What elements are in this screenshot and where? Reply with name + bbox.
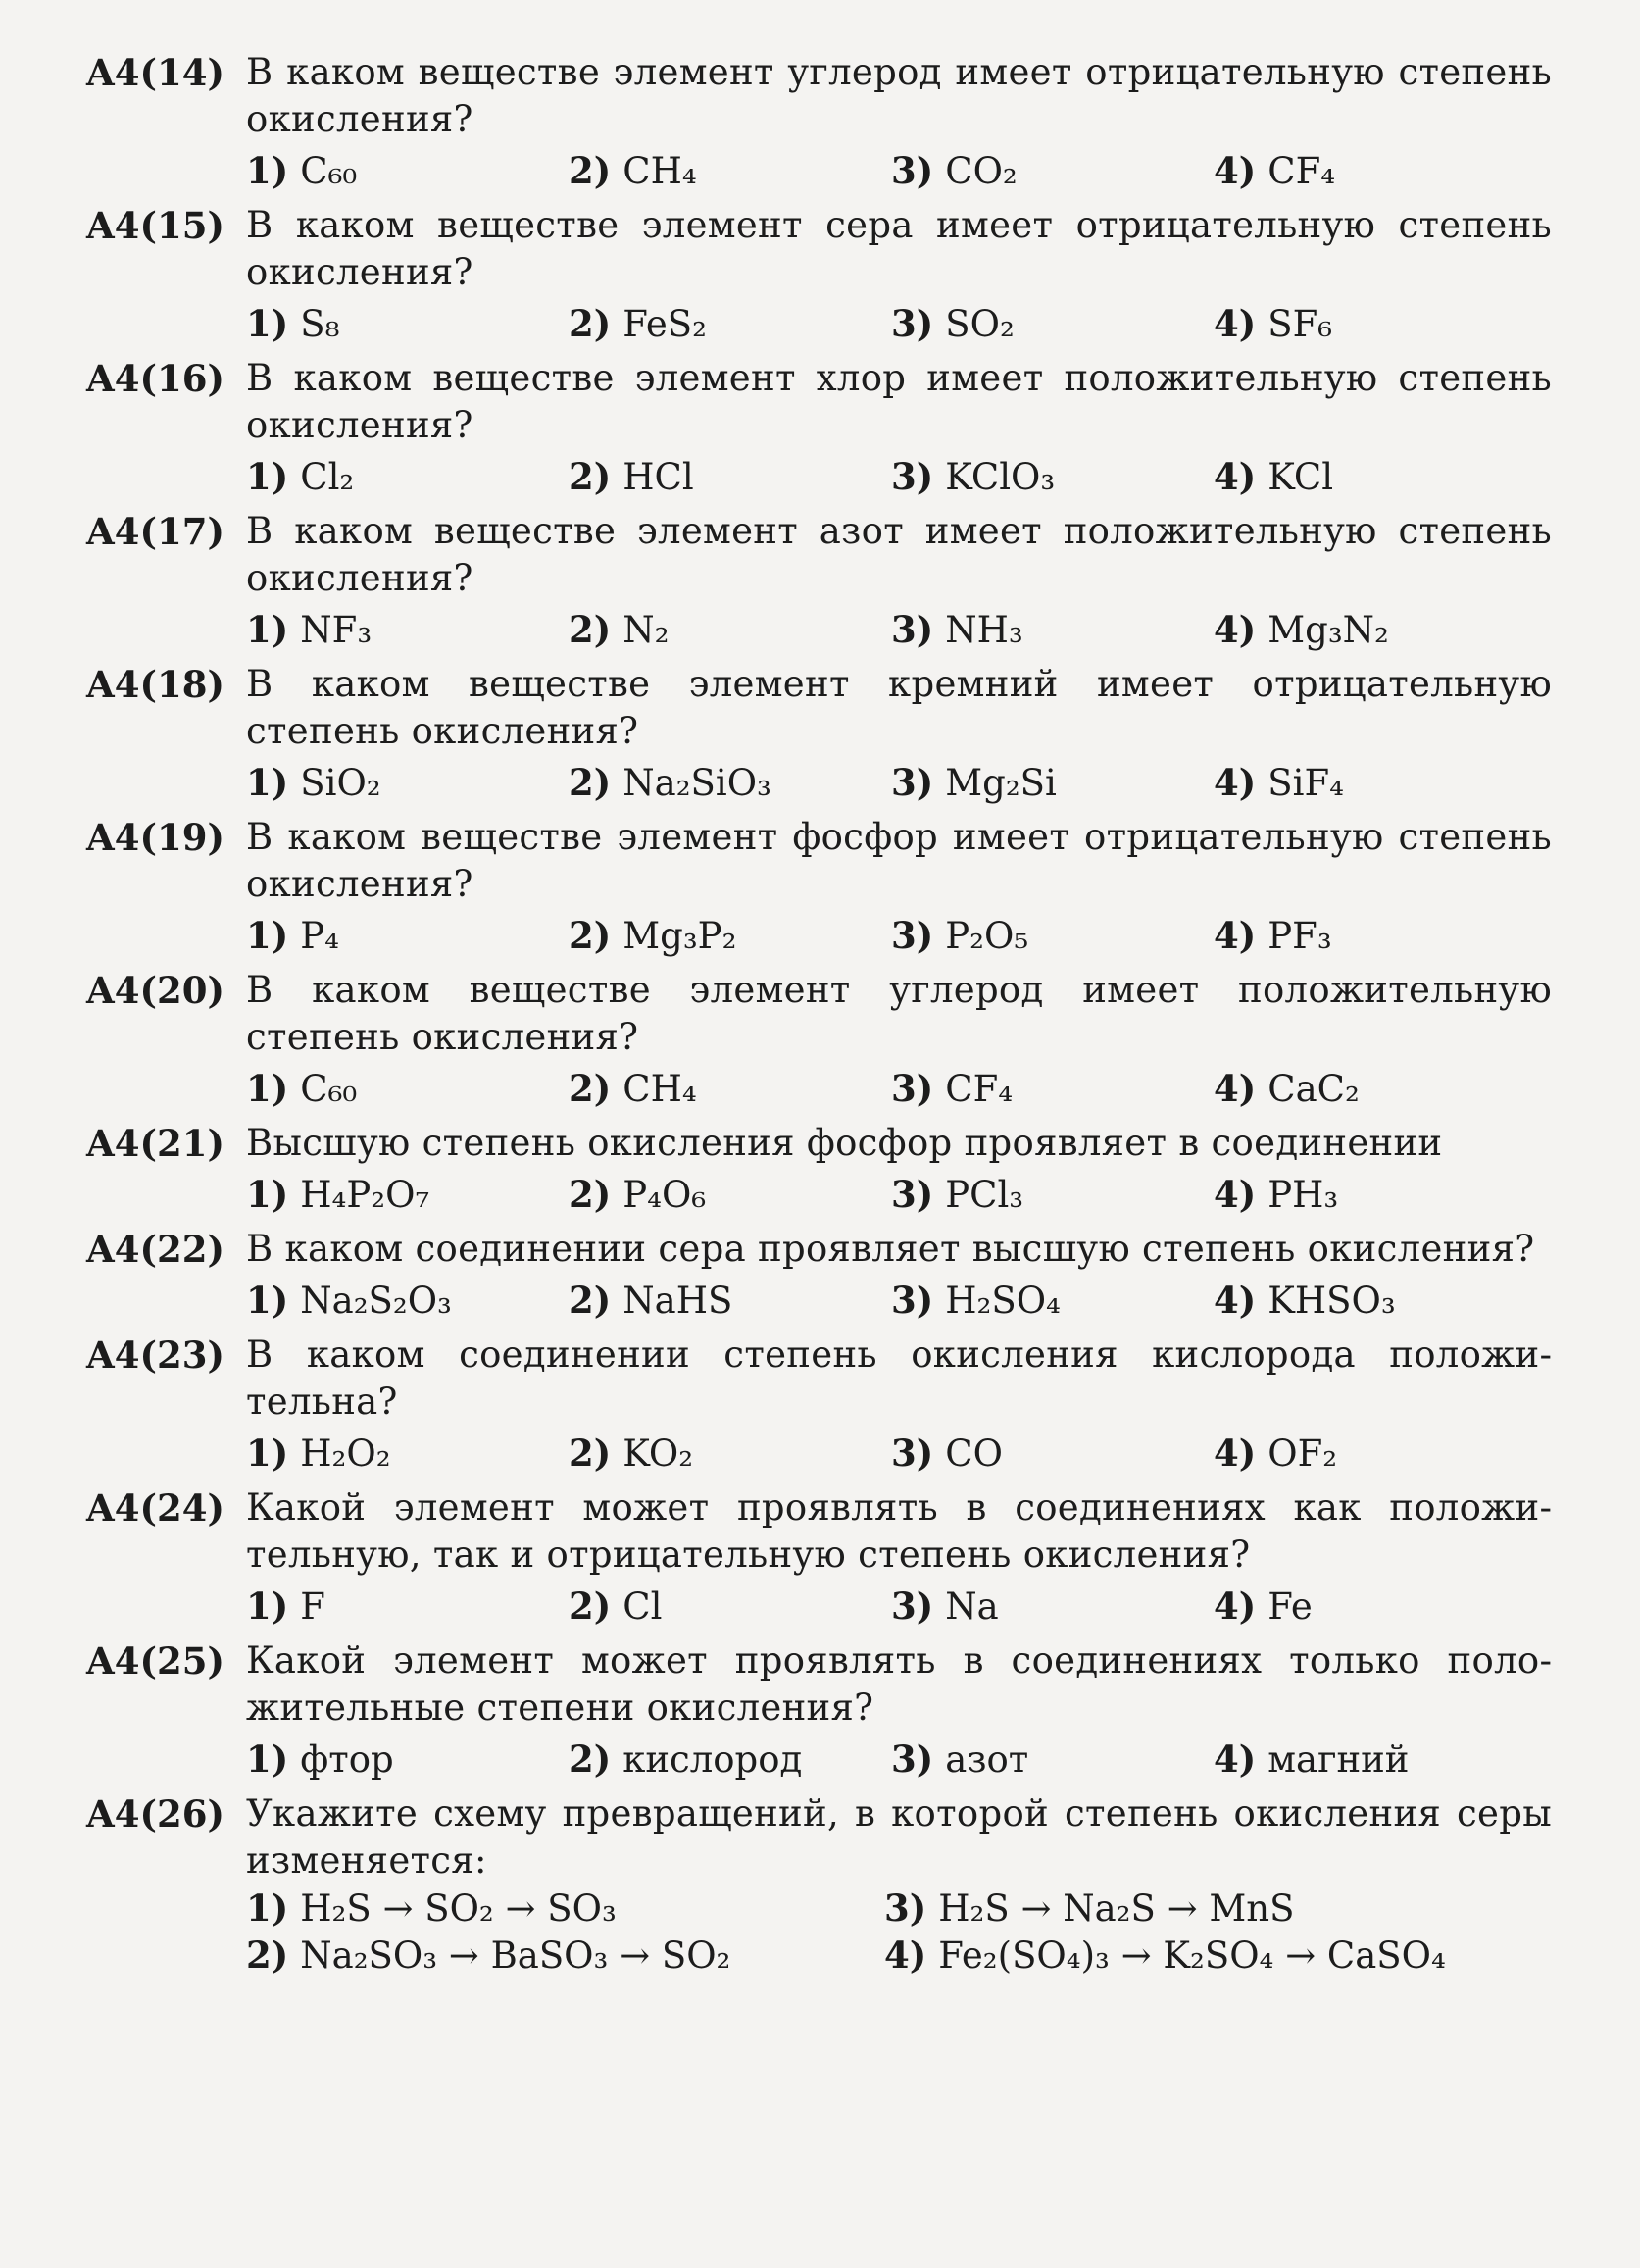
option-text: C₆₀ xyxy=(300,150,358,192)
task-body xyxy=(246,967,1552,1116)
option-number: 4) xyxy=(1214,1067,1257,1110)
answer-options xyxy=(246,755,1552,810)
answer-option-1 xyxy=(246,602,569,658)
answer-options xyxy=(246,908,1552,963)
task-number: A4(18) xyxy=(86,663,224,706)
answer-options xyxy=(246,1273,1552,1328)
task-a4-23 xyxy=(86,1332,1552,1481)
answer-option-3 xyxy=(891,1273,1214,1329)
answer-option-2 xyxy=(569,1061,891,1117)
option-number: 2) xyxy=(569,608,612,651)
answer-options xyxy=(246,1061,1552,1116)
option-text: H₄P₂O₇ xyxy=(300,1174,430,1216)
option-text: CH₄ xyxy=(622,150,697,192)
option-text: SF₆ xyxy=(1267,303,1333,345)
task-body xyxy=(246,202,1552,351)
answer-options xyxy=(246,1732,1552,1787)
answer-option-4 xyxy=(1214,1732,1536,1788)
option-number: 3) xyxy=(884,1887,927,1930)
answer-option-2 xyxy=(569,449,891,505)
task-number: A4(19) xyxy=(86,816,224,859)
answer-option-2 xyxy=(569,602,891,658)
option-text: KCl xyxy=(1267,456,1334,498)
task-body xyxy=(246,1120,1552,1222)
answer-option-1 xyxy=(246,1732,569,1788)
task-body xyxy=(246,49,1552,198)
answer-option-1 xyxy=(246,296,569,352)
option-number: 1) xyxy=(246,149,289,192)
task-number: A4(20) xyxy=(86,969,224,1012)
option-number: 1) xyxy=(246,761,289,804)
answer-options xyxy=(246,1426,1552,1481)
option-text: H₂SO₄ xyxy=(945,1280,1061,1322)
answer-option-3 xyxy=(891,449,1214,505)
answer-option-2 xyxy=(569,296,891,352)
task-body xyxy=(246,1638,1552,1787)
task-number: A4(15) xyxy=(86,204,224,247)
option-text: H₂S → SO₂ → SO₃ xyxy=(300,1888,617,1930)
question-text: В каком веществе элемент сера имеет отрицательную степень окисления? xyxy=(246,204,1552,293)
task-body xyxy=(246,355,1552,504)
answer-option-4 xyxy=(1214,449,1536,505)
option-number: 1) xyxy=(246,608,289,651)
option-text: NH₃ xyxy=(945,609,1023,651)
answer-option-1 xyxy=(246,1061,569,1117)
task-body xyxy=(246,814,1552,963)
answer-option-4 xyxy=(1214,755,1536,811)
question-text: В каком веществе элемент фосфор имеет отрицательную степень окисления? xyxy=(246,816,1552,905)
task-number: A4(24) xyxy=(86,1487,224,1530)
option-number: 4) xyxy=(1214,149,1257,192)
option-number: 1) xyxy=(246,914,289,957)
answer-option-3 xyxy=(891,1167,1214,1223)
answer-options xyxy=(246,1167,1552,1222)
option-number: 4) xyxy=(1214,1738,1257,1781)
option-number: 2) xyxy=(569,914,612,957)
answer-options xyxy=(246,143,1552,198)
answer-option-2 xyxy=(569,143,891,199)
option-text: Na₂SiO₃ xyxy=(622,762,771,804)
question-text: Какой элемент может проявлять в соединениях только положительные степени окисления? xyxy=(246,1639,1552,1729)
answer-option-2 xyxy=(569,1579,891,1635)
task-body xyxy=(246,1226,1552,1328)
task-body xyxy=(246,508,1552,657)
option-text: азот xyxy=(945,1739,1029,1781)
option-number: 3) xyxy=(891,455,934,498)
answer-option-1 xyxy=(246,1579,569,1635)
answer-option-4 xyxy=(1214,1579,1536,1635)
answer-option-4 xyxy=(1214,1167,1536,1223)
question-text: Высшую степень окисления фосфор проявляет в соединении xyxy=(246,1122,1443,1164)
option-number: 2) xyxy=(569,1067,612,1110)
option-text: Na₂SO₃ → BaSO₃ → SO₂ xyxy=(300,1935,731,1977)
task-body xyxy=(246,1790,1552,1979)
answer-option-1 xyxy=(246,755,569,811)
option-number: 2) xyxy=(569,302,612,345)
option-text: фтор xyxy=(300,1739,394,1781)
task-a4-17 xyxy=(86,508,1552,657)
question-text: В каком веществе элемент углерод имеет отрицательную степень окисления? xyxy=(246,51,1552,140)
question-text: В каком соединении сера проявляет высшую степень окисления? xyxy=(246,1228,1535,1270)
option-number: 2) xyxy=(569,1738,612,1781)
option-text: Mg₂Si xyxy=(945,762,1057,804)
option-number: 3) xyxy=(891,1585,934,1628)
option-number: 3) xyxy=(891,1279,934,1322)
task-a4-15 xyxy=(86,202,1552,351)
option-number: 3) xyxy=(891,761,934,804)
answer-option-2 xyxy=(569,1167,891,1223)
answer-option-3 xyxy=(891,1732,1214,1788)
option-number: 2) xyxy=(569,1279,612,1322)
option-number: 4) xyxy=(1214,1173,1257,1216)
option-number: 1) xyxy=(246,1887,289,1930)
option-number: 4) xyxy=(1214,914,1257,957)
task-number: A4(22) xyxy=(86,1228,224,1271)
option-text: CH₄ xyxy=(622,1068,697,1110)
answer-option-3 xyxy=(891,143,1214,199)
answer-option-1 xyxy=(246,908,569,964)
answer-option-1 xyxy=(246,1167,569,1223)
option-number: 4) xyxy=(1214,1279,1257,1322)
option-text: P₄ xyxy=(300,915,339,957)
option-number: 2) xyxy=(569,149,612,192)
option-text: Na xyxy=(945,1586,999,1628)
answer-option-1 xyxy=(246,1426,569,1482)
answer-option-4 xyxy=(1214,908,1536,964)
option-text: C₆₀ xyxy=(300,1068,358,1110)
option-text: PCl₃ xyxy=(945,1174,1024,1216)
option-number: 4) xyxy=(884,1934,927,1977)
answer-options xyxy=(246,1579,1552,1634)
option-text: Cl₂ xyxy=(300,456,355,498)
option-number: 4) xyxy=(1214,1432,1257,1475)
answer-option-3 xyxy=(891,755,1214,811)
option-number: 3) xyxy=(891,1432,934,1475)
answer-option-4 xyxy=(884,1932,1522,1979)
option-text: SiF₄ xyxy=(1267,762,1344,804)
option-text: Mg₃N₂ xyxy=(1267,609,1389,651)
task-number: A4(21) xyxy=(86,1122,224,1165)
option-text: S₈ xyxy=(300,303,340,345)
option-text: PH₃ xyxy=(1267,1174,1339,1216)
answer-option-3 xyxy=(891,602,1214,658)
task-number: A4(25) xyxy=(86,1639,224,1683)
answer-option-3 xyxy=(891,1579,1214,1635)
answer-options xyxy=(246,602,1552,657)
option-text: SiO₂ xyxy=(300,762,381,804)
option-text: P₂O₅ xyxy=(945,915,1029,957)
answer-option-4 xyxy=(1214,602,1536,658)
answer-options xyxy=(246,449,1552,504)
option-number: 1) xyxy=(246,1432,289,1475)
option-number: 4) xyxy=(1214,302,1257,345)
option-text: Mg₃P₂ xyxy=(622,915,737,957)
option-text: SO₂ xyxy=(945,303,1015,345)
question-text: В каком веществе элемент азот имеет положительную степень окисления? xyxy=(246,510,1552,599)
option-number: 3) xyxy=(891,302,934,345)
task-a4-18 xyxy=(86,661,1552,810)
answer-option-2 xyxy=(569,908,891,964)
option-number: 2) xyxy=(569,1585,612,1628)
option-number: 1) xyxy=(246,1067,289,1110)
answer-option-4 xyxy=(1214,296,1536,352)
answer-option-1 xyxy=(246,1273,569,1329)
option-number: 1) xyxy=(246,1279,289,1322)
answer-option-2 xyxy=(569,755,891,811)
answer-option-3 xyxy=(891,1061,1214,1117)
option-text: CF₄ xyxy=(945,1068,1014,1110)
task-number: A4(23) xyxy=(86,1334,224,1377)
option-text: Fe₂(SO₄)₃ → K₂SO₄ → CaSO₄ xyxy=(938,1935,1446,1977)
answer-option-1 xyxy=(246,143,569,199)
answer-option-3 xyxy=(884,1885,1522,1932)
task-a4-26 xyxy=(86,1790,1552,1979)
option-text: PF₃ xyxy=(1267,915,1332,957)
option-number: 3) xyxy=(891,1173,934,1216)
option-text: CO xyxy=(945,1433,1003,1475)
option-text: N₂ xyxy=(622,609,670,651)
option-number: 2) xyxy=(569,1173,612,1216)
task-a4-21 xyxy=(86,1120,1552,1222)
option-number: 2) xyxy=(569,761,612,804)
option-text: KHSO₃ xyxy=(1267,1280,1396,1322)
answer-option-2 xyxy=(569,1426,891,1482)
option-number: 3) xyxy=(891,1067,934,1110)
option-text: CF₄ xyxy=(1267,150,1336,192)
option-text: KClO₃ xyxy=(945,456,1056,498)
question-text: В каком веществе элемент кремний имеет отрицательную степень окисления? xyxy=(246,663,1552,752)
option-number: 1) xyxy=(246,1738,289,1781)
task-a4-16 xyxy=(86,355,1552,504)
option-number: 4) xyxy=(1214,761,1257,804)
task-body xyxy=(246,1332,1552,1481)
option-text: KO₂ xyxy=(622,1433,694,1475)
task-number: A4(14) xyxy=(86,51,224,94)
answer-option-2 xyxy=(569,1273,891,1329)
option-number: 4) xyxy=(1214,455,1257,498)
option-text: HCl xyxy=(622,456,694,498)
option-text: Cl xyxy=(622,1586,663,1628)
task-a4-20 xyxy=(86,967,1552,1116)
answer-option-4 xyxy=(1214,143,1536,199)
answer-option-1 xyxy=(246,1885,884,1932)
task-number: A4(17) xyxy=(86,510,224,553)
option-number: 4) xyxy=(1214,1585,1257,1628)
option-text: Fe xyxy=(1267,1586,1313,1628)
option-text: NF₃ xyxy=(300,609,373,651)
option-number: 2) xyxy=(569,1432,612,1475)
option-number: 1) xyxy=(246,1585,289,1628)
answer-option-1 xyxy=(246,449,569,505)
option-text: H₂O₂ xyxy=(300,1433,391,1475)
task-number: A4(26) xyxy=(86,1792,224,1836)
option-text: H₂S → Na₂S → MnS xyxy=(938,1888,1295,1930)
option-text: F xyxy=(300,1586,325,1628)
option-text: CO₂ xyxy=(945,150,1018,192)
option-number: 1) xyxy=(246,302,289,345)
option-text: Na₂S₂O₃ xyxy=(300,1280,452,1322)
option-text: NaHS xyxy=(622,1280,733,1322)
answer-option-4 xyxy=(1214,1061,1536,1117)
task-body xyxy=(246,661,1552,810)
task-a4-19 xyxy=(86,814,1552,963)
task-body xyxy=(246,1485,1552,1634)
task-a4-24 xyxy=(86,1485,1552,1634)
question-text: Укажите схему превращений, в которой степень окисления серы изменяется: xyxy=(246,1792,1552,1882)
option-text: P₄O₆ xyxy=(622,1174,707,1216)
question-text: В каком веществе элемент углерод имеет положительную степень окисления? xyxy=(246,969,1552,1058)
task-a4-14 xyxy=(86,49,1552,198)
option-text: кислород xyxy=(622,1739,803,1781)
option-text: магний xyxy=(1267,1739,1410,1781)
answer-option-3 xyxy=(891,908,1214,964)
option-number: 2) xyxy=(569,455,612,498)
answer-option-3 xyxy=(891,1426,1214,1482)
option-text: FeS₂ xyxy=(622,303,707,345)
option-number: 2) xyxy=(246,1934,289,1977)
answer-options xyxy=(246,296,1552,351)
option-number: 3) xyxy=(891,608,934,651)
option-number: 1) xyxy=(246,1173,289,1216)
answer-option-4 xyxy=(1214,1426,1536,1482)
answer-options xyxy=(246,1885,1552,1979)
answer-option-4 xyxy=(1214,1273,1536,1329)
option-number: 3) xyxy=(891,149,934,192)
task-a4-22 xyxy=(86,1226,1552,1328)
task-a4-25 xyxy=(86,1638,1552,1787)
question-text: Какой элемент может проявлять в соединениях как положительную, так и отрицательную степень окисления? xyxy=(246,1487,1552,1576)
question-text: В каком соединении степень окисления кислорода положительна? xyxy=(246,1334,1552,1423)
answer-option-2 xyxy=(246,1932,884,1979)
answer-option-3 xyxy=(891,296,1214,352)
option-number: 4) xyxy=(1214,608,1257,651)
option-text: OF₂ xyxy=(1267,1433,1338,1475)
answer-option-2 xyxy=(569,1732,891,1788)
question-text: В каком веществе элемент хлор имеет положительную степень окисления? xyxy=(246,357,1552,446)
option-number: 3) xyxy=(891,1738,934,1781)
task-number: A4(16) xyxy=(86,357,224,400)
option-number: 3) xyxy=(891,914,934,957)
option-number: 1) xyxy=(246,455,289,498)
option-text: CaC₂ xyxy=(1267,1068,1360,1110)
